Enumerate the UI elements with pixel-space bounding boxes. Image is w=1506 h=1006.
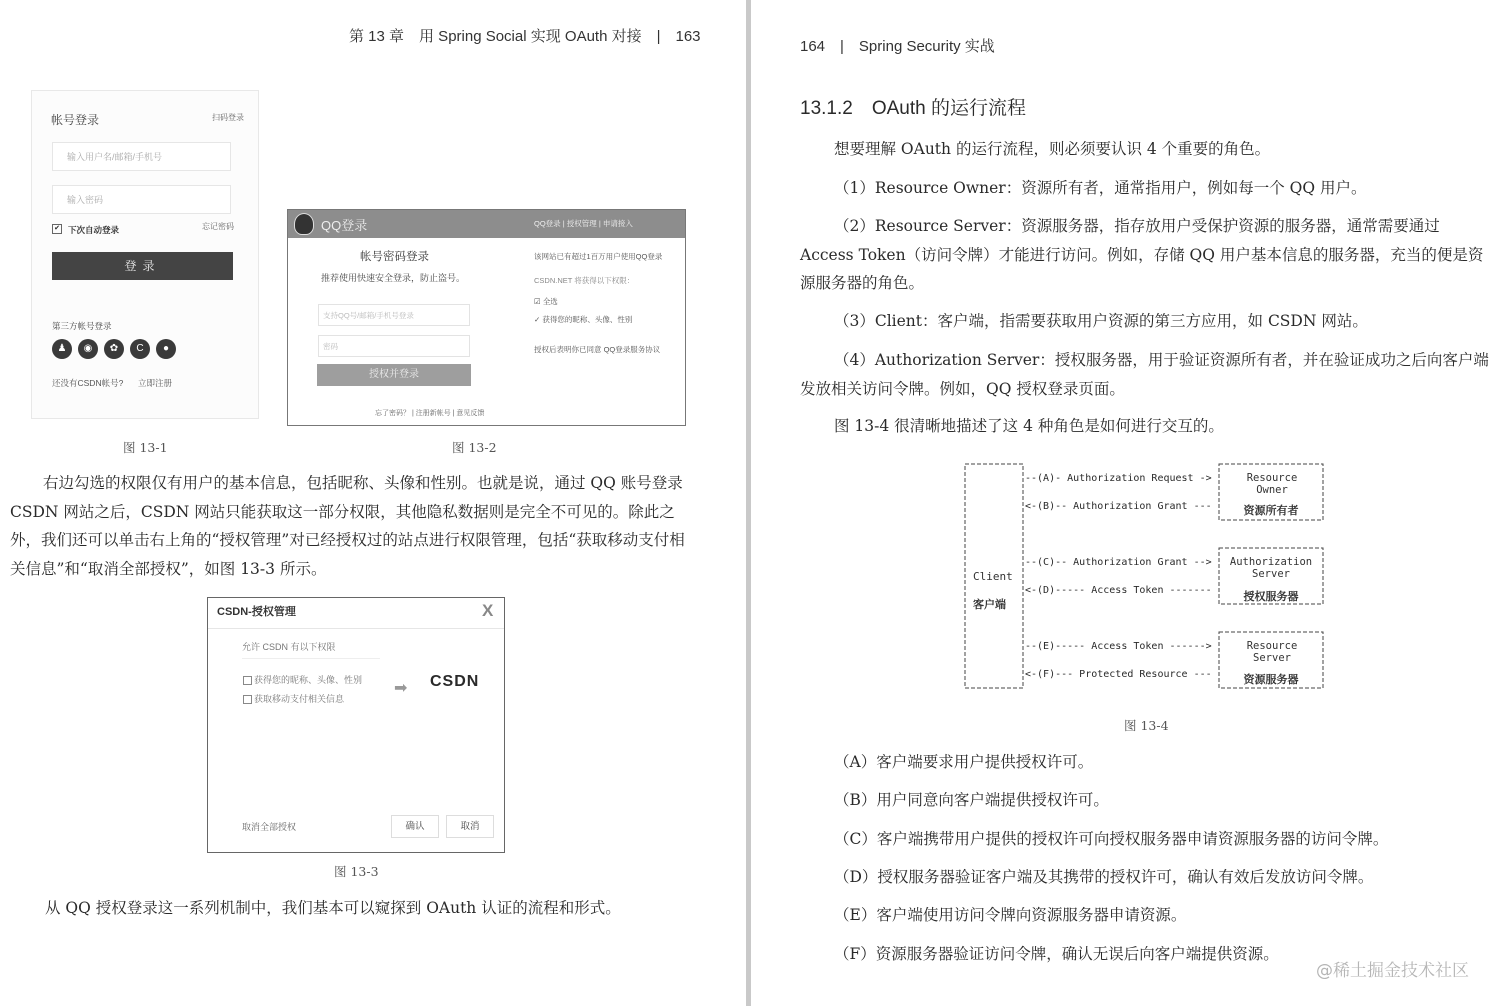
csdn-auth-manage-figure — [207, 597, 505, 853]
perm-select-all-label: 全选 — [542, 297, 558, 306]
resource-owner-cn: 资源所有者 — [1243, 504, 1299, 517]
scan-login-link[interactable]: 扫码登录 — [212, 113, 244, 122]
login-title: 帐号登录 — [51, 113, 100, 127]
flow-arrow-f: <-(F)--- Protected Resource --- — [1025, 669, 1212, 680]
csdn-c-icon[interactable]: C — [130, 339, 150, 359]
resource-server-cn: 资源服务器 — [1243, 673, 1299, 686]
github-icon[interactable]: ● — [156, 339, 176, 359]
third-party-icons — [52, 339, 176, 359]
perm-label: 获取移动支付相关信息 — [254, 694, 345, 704]
qq-login-figure — [287, 209, 686, 426]
checkbox[interactable] — [243, 695, 252, 704]
step-item: （D）授权服务器验证客户端及其携带的授权许可，确认有效后发放访问令牌。 — [834, 868, 1374, 886]
auto-login-label: 下次自动登录 — [68, 225, 120, 235]
dialog-title: CSDN-授权管理 — [217, 606, 296, 618]
checkbox[interactable] — [243, 676, 252, 685]
checkmark-icon: ✓ — [534, 315, 543, 324]
qq-password-input[interactable]: 密码 — [318, 335, 470, 357]
qq-login-subheading: 推荐使用快速安全登录，防止盗号。 — [321, 273, 466, 283]
role-item: （3）Client：客户端，指需要获取用户资源的第三方应用，如 CSDN 网站。 — [834, 312, 1368, 330]
weibo-icon[interactable]: ◉ — [78, 339, 98, 359]
password-input[interactable]: 输入密码 — [52, 185, 231, 214]
third-party-label: 第三方帐号登录 — [52, 321, 112, 331]
baidu-icon[interactable]: ✿ — [104, 339, 124, 359]
section-title: 13.1.2 OAuth 的运行流程 — [800, 98, 1026, 119]
qq-user-count: 该网站已有超过1百万用户使用QQ登录 — [534, 252, 663, 261]
perm-profile-option[interactable] — [243, 673, 362, 686]
step-item: （A）客户端要求用户提供授权许可。 — [834, 753, 1094, 771]
perm-profile-label: 获得您的昵称、头像、性别 — [542, 315, 633, 324]
flow-arrow-c: --(C)-- Authorization Grant --> — [1025, 557, 1212, 568]
perm-select-all[interactable] — [534, 296, 558, 307]
qq-icon[interactable]: ♟ — [52, 339, 72, 359]
grant-intro: CSDN.NET 将获得以下权限： — [534, 276, 635, 285]
divider — [208, 628, 504, 629]
username-input[interactable]: 输入用户名/邮箱/手机号 — [52, 142, 231, 171]
perm-payment-option[interactable] — [243, 692, 344, 705]
no-account-text: 还没有CSDN帐号? — [52, 378, 124, 388]
cancel-all-link[interactable]: 取消全部授权 — [242, 822, 297, 832]
role-item: （1）Resource Owner：资源所有者，通常指用户，例如每一个 QQ 用户。 — [834, 179, 1367, 197]
qq-login-heading: 帐号密码登录 — [360, 251, 429, 263]
resource-owner-label: Resource Owner — [1246, 472, 1298, 496]
authorize-login-button[interactable]: 授权并登录 — [317, 364, 471, 386]
step-item: （E）客户端使用访问令牌向资源服务器申请资源。 — [834, 906, 1187, 924]
qq-window-title: QQ登录 — [321, 218, 368, 233]
auto-login-checkbox[interactable]: ✔ — [52, 224, 62, 234]
qq-penguin-icon — [294, 213, 314, 235]
oauth-flow-diagram — [963, 460, 1328, 695]
body-paragraph: 从 QQ 授权登录这一系列机制中，我们基本可以窥探到 OAuth 认证的流程和形式。 — [45, 899, 621, 917]
register-link[interactable]: 立即注册 — [138, 378, 173, 388]
authorization-server-cn: 授权服务器 — [1243, 590, 1299, 603]
client-cn-label: 客户端 — [973, 598, 1006, 611]
running-head-left: 第 13 章 用 Spring Social 实现 OAuth 对接 | 163 — [349, 28, 701, 45]
running-head-right: 164 | Spring Security 实战 — [800, 38, 995, 55]
close-icon[interactable]: X — [482, 601, 494, 620]
figure-caption: 图 13-4 — [1124, 718, 1169, 733]
arrow-right-icon: ➡ — [394, 680, 408, 697]
flow-arrow-e: --(E)----- Access Token ------> — [1025, 641, 1212, 652]
flow-arrow-a: --(A)- Authorization Request -> — [1025, 473, 1212, 484]
figure-caption: 图 13-2 — [452, 440, 497, 455]
csdn-logo: CSDN — [430, 673, 480, 690]
login-button[interactable]: 登录 — [52, 252, 233, 280]
role-item: （2）Resource Server：资源服务器，指存放用户受保护资源的服务器，通常需要通过 Access Token（访问令牌）才能进行访问。例如，存储 QQ 用户基本信息的服务器，充当的便是资源服务器的角色。 — [800, 217, 1484, 292]
checkbox-checked-icon: ☑ — [534, 297, 543, 306]
step-item: （B）用户同意向客户端提供授权许可。 — [834, 791, 1109, 809]
perm-label: 获得您的昵称、头像、性别 — [254, 675, 363, 685]
qq-agreement[interactable]: 授权后表明你已同意 QQ登录服务协议 — [534, 345, 661, 354]
step-item: （C）客户端携带用户提供的授权许可向授权服务器申请资源服务器的访问令牌。 — [834, 830, 1389, 848]
csdn-login-figure — [31, 90, 259, 419]
qq-top-links[interactable]: QQ登录 | 授权管理 | 申请接入 — [534, 219, 633, 228]
cancel-button[interactable]: 取消 — [446, 815, 494, 838]
authorization-server-label: Authorization Server — [1229, 556, 1313, 580]
book-spine — [746, 0, 751, 1006]
qq-account-input[interactable]: 支持QQ号/邮箱/手机号登录 — [318, 304, 470, 326]
step-item: （F）资源服务器验证访问令牌，确认无误后向客户端提供资源。 — [834, 945, 1279, 963]
figure-intro: 图 13-4 很清晰地描述了这 4 种角色是如何进行交互的。 — [834, 417, 1224, 435]
qq-footer-links[interactable]: 忘了密码？ | 注册新帐号 | 意见反馈 — [375, 410, 485, 417]
figure-caption: 图 13-3 — [334, 864, 379, 879]
client-label: Client — [973, 570, 1013, 583]
intro-paragraph: 想要理解 OAuth 的运行流程，则必须要认识 4 个重要的角色。 — [834, 140, 1271, 158]
body-paragraph: 右边勾选的权限仅有用户的基本信息，包括昵称、头像和性别。也就是说，通过 QQ 账号登录 CSDN 网站之后，CSDN 网站只能获取这一部分权限，其他隐私数据则是完全不可见的。除此之外，我们还可以单击右上角的“授权管理”对已经授权过的站点进行权限管理，包括“获取移动支付相关信息”和“取消全部授权”，如图 13-3 所示。 — [10, 474, 685, 578]
flow-arrow-b: <-(B)-- Authorization Grant --- — [1025, 501, 1212, 512]
flow-arrow-d: <-(D)----- Access Token ------- — [1025, 585, 1212, 596]
perm-profile[interactable] — [534, 314, 632, 325]
figure-caption: 图 13-1 — [123, 440, 168, 455]
forgot-password-link[interactable]: 忘记密码 — [202, 222, 234, 231]
role-item: （4）Authorization Server：授权服务器，用于验证资源所有者，并在验证成功之后向客户端发放相关访问令牌。例如，QQ 授权登录页面。 — [800, 351, 1489, 398]
watermark: @稀土掘金技术社区 — [1316, 961, 1469, 981]
allow-label: 允许 CSDN 有以下权限 — [242, 642, 336, 652]
resource-server-label: Resource Server — [1246, 640, 1298, 664]
divider — [242, 658, 380, 659]
confirm-button[interactable]: 确认 — [391, 815, 439, 838]
